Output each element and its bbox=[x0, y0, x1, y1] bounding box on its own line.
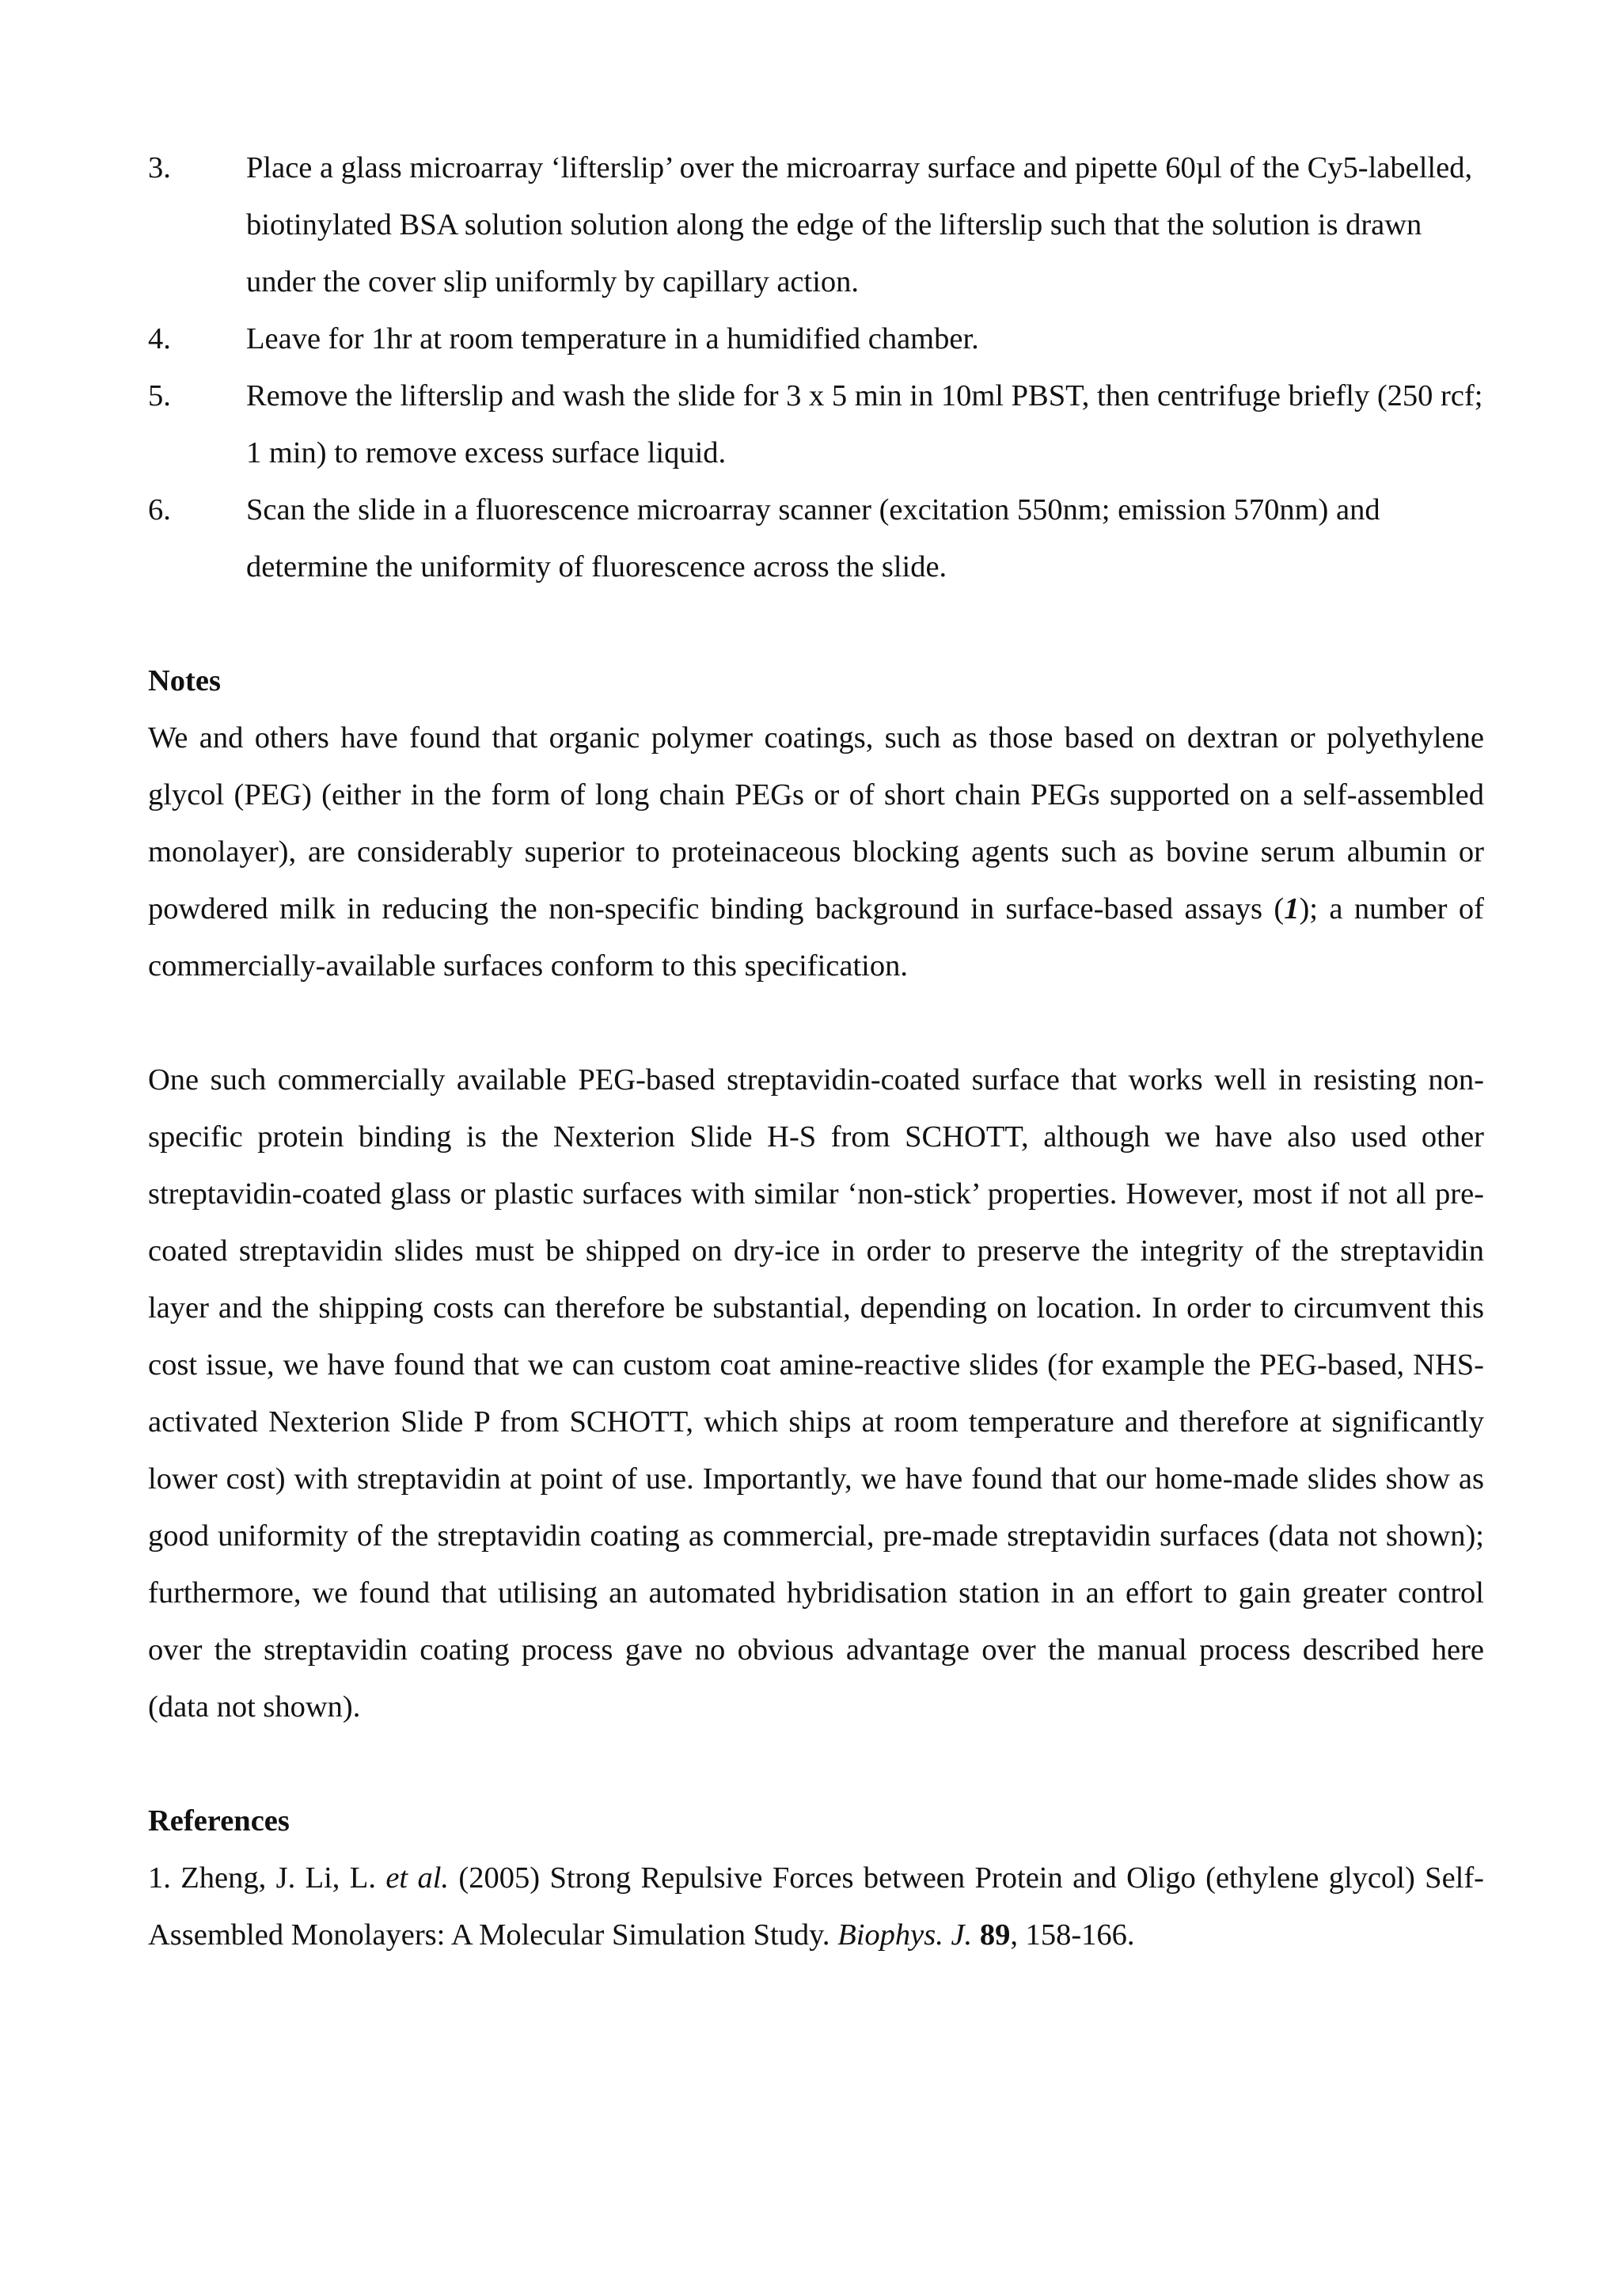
notes-section bbox=[148, 652, 1484, 1735]
reference-pages: , 158-166. bbox=[1010, 1918, 1135, 1952]
references-section bbox=[148, 1792, 1484, 1963]
page-content bbox=[148, 139, 1484, 1963]
reference-title: (2005) Strong Repulsive Forces between Protein and Oligo (ethylene glycol) Self- Assembled Monolayers: A Molecular Simulation Study. bbox=[148, 1861, 1485, 1952]
reference-et-al: et al. bbox=[385, 1861, 450, 1895]
reference-volume: 89 bbox=[979, 1918, 1011, 1952]
notes-paragraph-1 bbox=[148, 709, 1484, 994]
notes-paragraph-1-tail: ); a number of commercially-available surfaces conform to this specification. bbox=[148, 892, 1484, 983]
reference-authors: 1. Zheng, J. Li, L. bbox=[148, 1861, 386, 1895]
notes-paragraph-1-text: We and others have found that organic polymer coatings, such as those based on dextran or polyethylene glycol (PEG) (either in the form of long chain PEGs or of short chain PEGs supported on a self-assembled monolayer), are considerably superior to proteinaceous blocking agents such as bovine serum albumin or powdered milk in reducing the non-specific binding background in surface-based assays ( bbox=[148, 721, 1484, 926]
notes-paragraph-2: One such commercially available PEG-based streptavidin-coated surface that works well in resisting non-specific protein binding is the Nexterion Slide H-S from SCHOTT, although we have also used other streptavidin-coated glass or plastic surfaces with similar ‘non-stick’ properties. However, most if not all pre-coated streptavidin slides must be shipped on dry-ice in order to preserve the integrity of the streptavidin layer and the shipping costs can therefore be substantial, depending on location. In order to circumvent this cost issue, we have found that we can custom coat amine-reactive slides (for example the PEG-based, NHS-activated Nexterion Slide P from SCHOTT, which ships at room temperature and therefore at significantly lower cost) with streptavidin at point of use. Importantly, we have found that our home-made slides show as good uniformity of the streptavidin coating as commercial, pre-made streptavidin surfaces (data not shown); furthermore, we found that utilising an automated hybridisation station in an effort to gain greater control over the streptavidin coating process gave no obvious advantage over the manual process described here (data not shown). bbox=[148, 1063, 1484, 1724]
step-number: 6. bbox=[148, 493, 171, 526]
references-heading: References bbox=[148, 1804, 290, 1838]
reference-journal: Biophys. J. bbox=[837, 1918, 973, 1952]
reference-space bbox=[972, 1918, 980, 1952]
citation-ref-1: 1 bbox=[1284, 892, 1300, 926]
step-text: Place a glass microarray ‘lifterslip’ over the microarray surface and pipette 60µl of the Cy5-labelled, biotinylated BSA solution solution along the edge of the lifterslip such that the solution is drawn under the cover slip uniformly by capillary action. bbox=[246, 151, 1473, 298]
protocol-step-4 bbox=[148, 310, 1484, 367]
step-number: 3. bbox=[148, 151, 171, 184]
protocol-step-3 bbox=[148, 139, 1484, 310]
notes-heading: Notes bbox=[148, 664, 221, 698]
step-text: Scan the slide in a fluorescence microarray scanner (excitation 550nm; emission 570nm) and determine the uniformity of fluorescence across the slide. bbox=[246, 493, 1380, 584]
step-text: Leave for 1hr at room temperature in a humidified chamber. bbox=[246, 322, 979, 355]
reference-item-1 bbox=[148, 1849, 1484, 1963]
step-number: 5. bbox=[148, 379, 171, 412]
step-number: 4. bbox=[148, 322, 171, 355]
protocol-steps-list bbox=[148, 139, 1484, 595]
protocol-step-6 bbox=[148, 481, 1484, 595]
protocol-step-5 bbox=[148, 367, 1484, 481]
step-text: Remove the lifterslip and wash the slide for 3 x 5 min in 10ml PBST, then centrifuge briefly (250 rcf; 1 min) to remove excess surface liquid. bbox=[246, 379, 1483, 469]
